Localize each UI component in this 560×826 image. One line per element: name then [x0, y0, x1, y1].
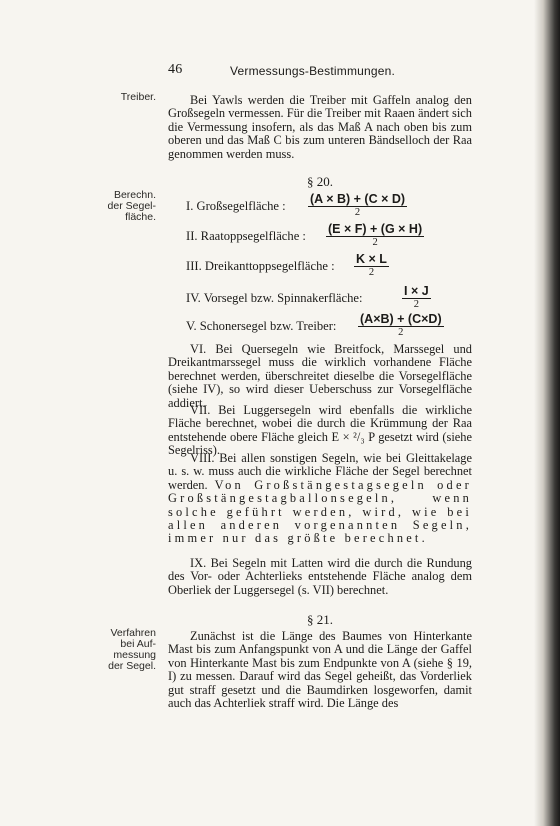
- paragraph-21: Zunächst ist die Länge des Baumes von Hinterkante Mast bis zum Anfangspunkt von A und die Länge der Gaffel von Hinterkante Mast bis zum Endpunkte von A (siehe § 19, I) zu messen. Darauf wird das Segel geheißt, das Vorderliek gut straff gesetzt und die Baumdirken losgeworfen, damit auch das Achterliek straff wird. Die Länge des: [168, 629, 472, 711]
- paragraph-viii: VIII. Bei allen sonstigen Segeln, wie bei Gleittakelage u. s. w. muss auch die wirkliche Fläche der Segel berechnet werden. Von Großstängestagsegeln oder Großstängestagballonsegeln, wenn solche geführt werden, wird, wie bei allen anderen vorgenannten Segeln, immer nur das größte berechnet.: [168, 451, 472, 546]
- formula-1: I. Großsegelfläche : (A × B) + (C × D) 2: [186, 192, 406, 218]
- margin-note-treiber: Treiber.: [120, 91, 156, 103]
- paragraph-vi: VI. Bei Quersegeln wie Breitfock, Marssegel und Dreikantmarssegel muss die wirklich vorhandene Fläche berechnet werden, überschreitet dieselbe die Vorsegelfläche (siehe IV), so wird dieser Ueberschuss zur Vorsegelfläche addiert.: [168, 342, 472, 410]
- margin-note-berechnung: Berechn. der Segel- fläche.: [107, 189, 156, 223]
- formula-5: V. Schonersegel bzw. Treiber: (A×B) + (C×D) 2: [186, 312, 442, 338]
- margin-note-verfahren: Verfahren bei Auf- messung der Segel.: [108, 627, 156, 672]
- paragraph-ix: IX. Bei Segeln mit Latten wird die durch die Rundung des Vor- oder Achterlieks entstehende Fläche analog dem Oberliek der Luggersegel (s. VII) berechnet.: [168, 556, 472, 597]
- formula-2: II. Raatoppsegelfläche : (E × F) + (G × H) 2: [186, 222, 423, 248]
- paragraph-vii: VII. Bei Luggersegeln wird ebenfalls die wirkliche Fläche berechnet, wobei die durch die Krümmung der Raa entstehende obere Fläche gleich E × ²/₃ P gesetzt wird (siehe Segelriss).: [168, 403, 472, 458]
- section-20-heading: § 20.: [307, 174, 333, 189]
- page-number: 46: [168, 62, 183, 77]
- page-gutter-shadow: [534, 0, 560, 826]
- section-21-heading: § 21.: [307, 612, 333, 627]
- running-title: Vermessungs-Bestimmungen.: [230, 64, 396, 78]
- formula-3: III. Dreikanttoppsegelfläche : K × L 2: [186, 252, 387, 278]
- spaced-emphasis: Von Großstängestagsegeln oder Großstängestagballonsegeln, wenn solche geführt werden, wird, wie bei allen anderen vorgenannten Segeln, immer nur das größte berechnet.: [168, 477, 472, 546]
- treiber-paragraph: Bei Yawls werden die Treiber mit Gaffeln analog den Großsegeln vermessen. Für die Treiber mit Raaen ändert sich die Vermessung insofern, als das Maß A nach oben bis zum oberen und das Maß C bis zum unteren Bändselloch der Raa genommen werden muss.: [168, 93, 472, 161]
- formula-4: IV. Vorsegel bzw. Spinnakerfläche: I × J 2: [186, 284, 429, 310]
